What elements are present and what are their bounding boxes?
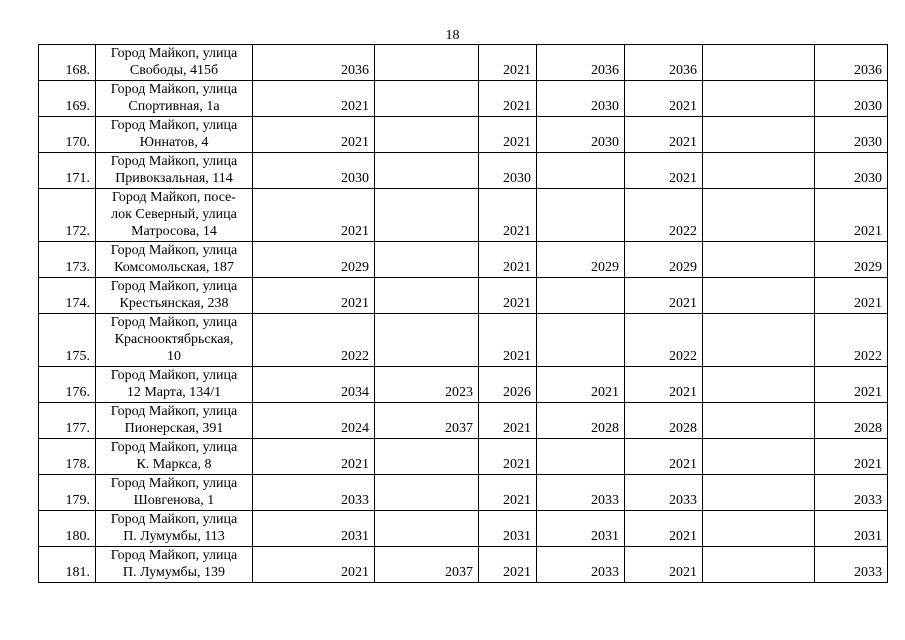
year-cell-c4: 2030 <box>537 117 625 153</box>
address-line: Город Майкоп, улица <box>110 368 238 383</box>
year-cell-c7: 2021 <box>815 189 888 242</box>
year-cell-c7: 2036 <box>815 45 888 81</box>
year-cell-c7: 2030 <box>815 153 888 189</box>
address-line: Город Майкоп, улица <box>110 82 238 97</box>
year-cell-c1: 2021 <box>253 81 375 117</box>
address-line: Город Майкоп, улица <box>110 243 238 258</box>
row-number: 169. <box>39 81 96 117</box>
year-cell-c4 <box>537 189 625 242</box>
address-cell <box>96 81 253 117</box>
table-row <box>39 153 888 189</box>
address-line: П. Лумумбы, 139 <box>122 565 226 580</box>
address-line: Город Майкоп, улица <box>110 548 238 563</box>
year-cell-c6 <box>703 278 815 314</box>
year-cell-c7: 2021 <box>815 278 888 314</box>
year-cell-c2 <box>375 81 479 117</box>
year-cell-c2 <box>375 511 479 547</box>
year-cell-c3: 2030 <box>479 153 537 189</box>
address-cell <box>96 314 253 367</box>
address-line: Крестьянская, 238 <box>119 296 229 311</box>
year-cell-c4: 2036 <box>537 45 625 81</box>
address-line: Город Майкоп, улица <box>110 279 238 294</box>
table-row <box>39 403 888 439</box>
row-number: 171. <box>39 153 96 189</box>
year-cell-c7: 2022 <box>815 314 888 367</box>
year-cell-c7: 2021 <box>815 367 888 403</box>
year-cell-c3: 2021 <box>479 242 537 278</box>
table-row <box>39 314 888 367</box>
year-cell-c6 <box>703 439 815 475</box>
year-cell-c4 <box>537 153 625 189</box>
year-cell-c7: 2029 <box>815 242 888 278</box>
year-cell-c1: 2034 <box>253 367 375 403</box>
address-line: Город Майкоп, посе- <box>112 190 236 205</box>
address-line: Город Майкоп, улица <box>110 404 238 419</box>
address-cell <box>96 403 253 439</box>
address-line: Город Майкоп, улица <box>110 154 238 169</box>
address-line: Спортивная, 1а <box>128 99 220 114</box>
table-row <box>39 242 888 278</box>
row-number: 178. <box>39 439 96 475</box>
year-cell-c3: 2021 <box>479 314 537 367</box>
year-cell-c1: 2030 <box>253 153 375 189</box>
address-line: 12 Марта, 134/1 <box>126 385 222 400</box>
year-cell-c6 <box>703 153 815 189</box>
year-cell-c5: 2021 <box>625 278 703 314</box>
year-cell-c5: 2022 <box>625 189 703 242</box>
year-cell-c7: 2021 <box>815 439 888 475</box>
year-cell-c6 <box>703 475 815 511</box>
year-cell-c1: 2024 <box>253 403 375 439</box>
year-cell-c2 <box>375 45 479 81</box>
year-cell-c1: 2021 <box>253 117 375 153</box>
year-cell-c5: 2021 <box>625 547 703 583</box>
year-cell-c6 <box>703 81 815 117</box>
year-cell-c1: 2021 <box>253 439 375 475</box>
year-cell-c3: 2021 <box>479 117 537 153</box>
address-cell <box>96 45 253 81</box>
year-cell-c6 <box>703 45 815 81</box>
year-cell-c5: 2021 <box>625 117 703 153</box>
year-cell-c5: 2036 <box>625 45 703 81</box>
year-cell-c6 <box>703 367 815 403</box>
row-number: 174. <box>39 278 96 314</box>
year-cell-c7: 2030 <box>815 81 888 117</box>
address-line: П. Лумумбы, 113 <box>123 529 225 544</box>
year-cell-c6 <box>703 117 815 153</box>
table-row <box>39 117 888 153</box>
year-cell-c4: 2029 <box>537 242 625 278</box>
year-cell-c3: 2021 <box>479 547 537 583</box>
table-row <box>39 367 888 403</box>
table-row <box>39 189 888 242</box>
address-line: Город Майкоп, улица <box>110 440 238 455</box>
year-cell-c5: 2033 <box>625 475 703 511</box>
address-cell <box>96 475 253 511</box>
year-cell-c2 <box>375 314 479 367</box>
row-number: 172. <box>39 189 96 242</box>
table-row <box>39 45 888 81</box>
address-line: Город Майкоп, улица <box>110 46 238 61</box>
row-number: 181. <box>39 547 96 583</box>
address-cell <box>96 117 253 153</box>
year-cell-c3: 2021 <box>479 189 537 242</box>
address-cell <box>96 511 253 547</box>
year-cell-c2 <box>375 153 479 189</box>
year-cell-c1: 2022 <box>253 314 375 367</box>
address-line: Привокзальная, 114 <box>115 171 233 186</box>
year-cell-c4 <box>537 439 625 475</box>
year-cell-c3: 2021 <box>479 81 537 117</box>
year-cell-c7: 2033 <box>815 547 888 583</box>
year-cell-c4 <box>537 278 625 314</box>
year-cell-c6 <box>703 511 815 547</box>
year-cell-c2 <box>375 439 479 475</box>
year-cell-c7: 2033 <box>815 475 888 511</box>
year-cell-c3: 2021 <box>479 475 537 511</box>
year-cell-c2 <box>375 475 479 511</box>
address-line: Свободы, 415б <box>129 63 219 78</box>
address-cell <box>96 367 253 403</box>
year-cell-c7: 2028 <box>815 403 888 439</box>
year-cell-c1: 2029 <box>253 242 375 278</box>
address-line: Матросова, 14 <box>131 224 217 239</box>
address-cell <box>96 189 253 242</box>
address-line: Город Майкоп, улица <box>110 315 238 330</box>
year-cell-c2 <box>375 189 479 242</box>
table-row <box>39 511 888 547</box>
year-cell-c4: 2031 <box>537 511 625 547</box>
year-cell-c5: 2021 <box>625 439 703 475</box>
table-row <box>39 475 888 511</box>
year-cell-c5: 2028 <box>625 403 703 439</box>
address-line: Пионерская, 391 <box>124 421 224 436</box>
year-cell-c3: 2021 <box>479 45 537 81</box>
year-cell-c2 <box>375 242 479 278</box>
address-cell <box>96 278 253 314</box>
year-cell-c1: 2021 <box>253 189 375 242</box>
table-body <box>39 45 888 583</box>
table-row <box>39 81 888 117</box>
table-row <box>39 547 888 583</box>
year-cell-c2 <box>375 117 479 153</box>
year-cell-c4: 2033 <box>537 547 625 583</box>
year-cell-c1: 2021 <box>253 547 375 583</box>
year-cell-c2: 2037 <box>375 547 479 583</box>
table-row <box>39 439 888 475</box>
address-line: Комсомольская, 187 <box>114 260 234 275</box>
year-cell-c5: 2021 <box>625 81 703 117</box>
year-cell-c3: 2021 <box>479 403 537 439</box>
address-line: К. Маркса, 8 <box>136 457 212 472</box>
year-cell-c5: 2021 <box>625 153 703 189</box>
row-number: 179. <box>39 475 96 511</box>
row-number: 168. <box>39 45 96 81</box>
year-cell-c2: 2023 <box>375 367 479 403</box>
year-cell-c4: 2030 <box>537 81 625 117</box>
year-cell-c1: 2033 <box>253 475 375 511</box>
year-cell-c5: 2022 <box>625 314 703 367</box>
row-number: 177. <box>39 403 96 439</box>
year-cell-c4: 2033 <box>537 475 625 511</box>
year-cell-c6 <box>703 242 815 278</box>
year-cell-c4 <box>537 314 625 367</box>
year-cell-c2: 2037 <box>375 403 479 439</box>
address-line: 10 <box>167 349 181 364</box>
address-cell <box>96 439 253 475</box>
year-cell-c2 <box>375 278 479 314</box>
year-cell-c1: 2021 <box>253 278 375 314</box>
year-cell-c5: 2029 <box>625 242 703 278</box>
year-cell-c3: 2026 <box>479 367 537 403</box>
address-cell <box>96 242 253 278</box>
address-line: Город Майкоп, улица <box>110 476 238 491</box>
address-line: Город Майкоп, улица <box>110 118 238 133</box>
address-line: Шовгенова, 1 <box>133 493 215 508</box>
address-cell <box>96 153 253 189</box>
address-cell <box>96 547 253 583</box>
table-row <box>39 278 888 314</box>
year-cell-c3: 2031 <box>479 511 537 547</box>
year-cell-c6 <box>703 314 815 367</box>
year-cell-c5: 2021 <box>625 367 703 403</box>
row-number: 176. <box>39 367 96 403</box>
page-number: 18 <box>445 28 460 43</box>
year-cell-c3: 2021 <box>479 439 537 475</box>
row-number: 175. <box>39 314 96 367</box>
address-line: Юннатов, 4 <box>139 135 209 150</box>
year-cell-c1: 2036 <box>253 45 375 81</box>
year-cell-c3: 2021 <box>479 278 537 314</box>
year-cell-c7: 2031 <box>815 511 888 547</box>
address-line: лок Северный, улица <box>111 207 237 222</box>
year-cell-c4: 2021 <box>537 367 625 403</box>
row-number: 170. <box>39 117 96 153</box>
address-line: Город Майкоп, улица <box>110 512 238 527</box>
year-cell-c5: 2021 <box>625 511 703 547</box>
year-cell-c4: 2028 <box>537 403 625 439</box>
year-cell-c7: 2030 <box>815 117 888 153</box>
schedule-table <box>38 44 888 583</box>
year-cell-c6 <box>703 547 815 583</box>
year-cell-c6 <box>703 403 815 439</box>
address-line: Краснооктябрьская, <box>114 332 234 347</box>
year-cell-c6 <box>703 189 815 242</box>
year-cell-c1: 2031 <box>253 511 375 547</box>
row-number: 180. <box>39 511 96 547</box>
row-number: 173. <box>39 242 96 278</box>
